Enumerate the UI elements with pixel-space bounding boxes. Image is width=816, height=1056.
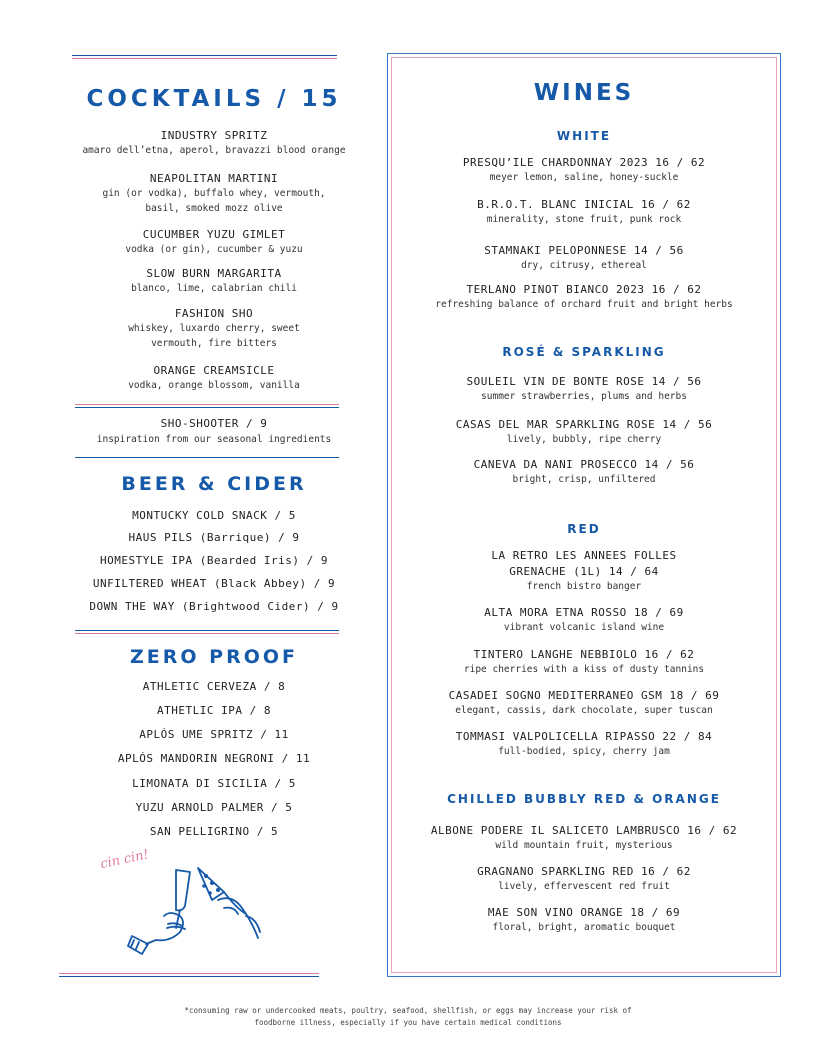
wine-desc: wild mountain fruit, mysterious [495, 840, 673, 851]
zero-proof-item: APLÓS MANDORIN NEGRONI / 11 [117, 752, 311, 765]
zero-proof-item: APLÓS UME SPRITZ / 11 [139, 728, 289, 741]
top-double-rule [72, 55, 337, 59]
zero-proof-title: ZERO PROOF [130, 646, 298, 668]
wine-item [393, 156, 775, 185]
disclaimer-line: foodborne illness, especially if you have certain medical conditions [254, 1018, 562, 1027]
cocktail-name: CUCUMBER YUZU GIMLET [142, 228, 286, 241]
wine-item [393, 689, 775, 718]
shooter-desc: inspiration from our seasonal ingredients [96, 434, 332, 445]
wine-desc: ripe cherries with a kiss of dusty tannins [463, 664, 705, 675]
zero-proof-item: ATHLETIC CERVEZA / 8 [142, 680, 286, 693]
zero-proof-rule [75, 630, 339, 634]
wine-name: SOULEIL VIN DE BONTE ROSE 14 / 56 [466, 375, 702, 388]
wine-desc: french bistro banger [526, 581, 642, 592]
wine-name: TOMMASI VALPOLICELLA RIPASSO 22 / 84 [455, 730, 713, 743]
wine-name: CASAS DEL MAR SPARKLING ROSE 14 / 56 [455, 418, 713, 431]
zero-proof-item: LIMONATA DI SICILIA / 5 [132, 777, 296, 790]
wine-name: LA RETRO LES ANNEES FOLLES [491, 549, 677, 562]
wine-desc: dry, citrusy, ethereal [521, 260, 647, 271]
cocktail-desc: amaro dell’etna, aperol, bravazzi blood orange [82, 145, 346, 156]
wine-desc: summer strawberries, plums and herbs [481, 391, 687, 402]
wine-name-line2: GRENACHE (1L) 14 / 64 [509, 565, 659, 578]
cocktail-item [58, 172, 370, 216]
wine-name: TINTERO LANGHE NEBBIOLO 16 / 62 [473, 648, 695, 661]
wine-desc: meyer lemon, saline, honey-suckle [489, 172, 679, 183]
cocktail-desc: basil, smoked mozz olive [145, 203, 283, 214]
health-disclaimer [0, 1005, 816, 1029]
wine-desc: refreshing balance of orchard fruit and bright herbs [435, 299, 733, 310]
wine-item [393, 244, 775, 273]
wine-item [393, 606, 775, 635]
wine-item [393, 549, 775, 594]
wine-desc: full-bodied, spicy, cherry jam [498, 746, 670, 757]
cocktail-desc: vermouth, fire bitters [151, 338, 277, 349]
cocktail-name: NEAPOLITAN MARTINI [149, 172, 279, 185]
wine-item [393, 648, 775, 677]
shooter-bottom-rule [75, 457, 339, 458]
rose-section-title: ROSÉ & SPARKLING [502, 345, 666, 359]
beer-item: HOMESTYLE IPA (Bearded Iris) / 9 [100, 554, 328, 567]
wine-item [393, 283, 775, 312]
cocktail-name: FASHION SHO [174, 307, 254, 320]
wine-item [393, 375, 775, 404]
wine-desc: floral, bright, aromatic bouquet [492, 922, 676, 933]
shooter-name: SHO-SHOOTER / 9 [160, 417, 268, 430]
cheers-illustration [96, 848, 276, 958]
cocktail-name: SLOW BURN MARGARITA [146, 267, 282, 280]
cocktail-item [58, 364, 370, 393]
wine-desc: minerality, stone fruit, punk rock [486, 214, 682, 225]
wine-item [393, 730, 775, 759]
beer-item: DOWN THE WAY (Brightwood Cider) / 9 [89, 600, 339, 613]
wine-name: PRESQU’ILE CHARDONNAY 2023 16 / 62 [462, 156, 706, 169]
bottom-double-rule [59, 973, 319, 977]
zero-proof-item: YUZU ARNOLD PALMER / 5 [135, 801, 293, 814]
wine-item [393, 198, 775, 227]
beer-title: BEER & CIDER [121, 473, 307, 495]
wine-item [393, 865, 775, 894]
wine-item [393, 418, 775, 447]
wine-name: ALTA MORA ETNA ROSSO 18 / 69 [484, 606, 684, 619]
cocktail-item [58, 228, 370, 257]
wine-desc: elegant, cassis, dark chocolate, super tuscan [455, 705, 713, 716]
wine-name: STAMNAKI PELOPONNESE 14 / 56 [484, 244, 684, 257]
shooter-top-rule [75, 404, 339, 408]
cocktail-item [58, 307, 370, 351]
wine-name: CANEVA DA NANI PROSECCO 14 / 56 [473, 458, 695, 471]
wine-name: GRAGNANO SPARKLING RED 16 / 62 [477, 865, 691, 878]
red-section-title: RED [567, 522, 601, 536]
wine-name: CASADEI SOGNO MEDITERRANEO GSM 18 / 69 [448, 689, 720, 702]
wine-item [393, 824, 775, 853]
wine-name: TERLANO PINOT BIANCO 2023 16 / 62 [466, 283, 702, 296]
wine-name: MAE SON VINO ORANGE 18 / 69 [487, 906, 681, 919]
cocktail-name: ORANGE CREAMSICLE [153, 364, 275, 377]
wines-title: WINES [533, 80, 635, 106]
wine-item [393, 458, 775, 487]
wine-desc: vibrant volcanic island wine [503, 622, 665, 633]
wine-desc: lively, bubbly, ripe cherry [506, 434, 662, 445]
cocktail-desc: blanco, lime, calabrian chili [131, 283, 297, 294]
beer-item: HAUS PILS (Barrique) / 9 [128, 531, 300, 544]
shooter-item [58, 417, 370, 448]
disclaimer-line: *consuming raw or undercooked meats, poultry, seafood, shellfish, or eggs may increase your risk of [184, 1006, 632, 1015]
cocktail-item [58, 129, 370, 158]
cocktail-name: INDUSTRY SPRITZ [160, 129, 268, 142]
beer-item: MONTUCKY COLD SNACK / 5 [132, 509, 296, 522]
chilled-section-title: CHILLED BUBBLY RED & ORANGE [447, 792, 721, 806]
cocktail-item [58, 267, 370, 296]
zero-proof-item: SAN PELLIGRINO / 5 [149, 825, 279, 838]
zero-proof-item: ATHETLIC IPA / 8 [157, 704, 271, 717]
cheers-glasses-icon [96, 848, 276, 958]
wine-name: ALBONE PODERE IL SALICETO LAMBRUSCO 16 / 62 [430, 824, 738, 837]
wine-desc: lively, effervescent red fruit [498, 881, 670, 892]
beer-item: UNFILTERED WHEAT (Black Abbey) / 9 [92, 577, 336, 590]
cocktail-desc: vodka (or gin), cucumber & yuzu [125, 244, 303, 255]
wine-name: B.R.O.T. BLANC INICIAL 16 / 62 [477, 198, 691, 211]
cin-cin-script: cin cin! [99, 847, 151, 873]
white-section-title: WHITE [556, 129, 612, 143]
wine-item [393, 906, 775, 935]
cocktail-desc: whiskey, luxardo cherry, sweet [128, 323, 300, 334]
cocktail-desc: gin (or vodka), buffalo whey, vermouth, [102, 188, 326, 199]
wine-desc: bright, crisp, unfiltered [512, 474, 656, 485]
cocktail-desc: vodka, orange blossom, vanilla [128, 380, 300, 391]
cocktails-title: COCKTAILS / 15 [86, 86, 342, 112]
